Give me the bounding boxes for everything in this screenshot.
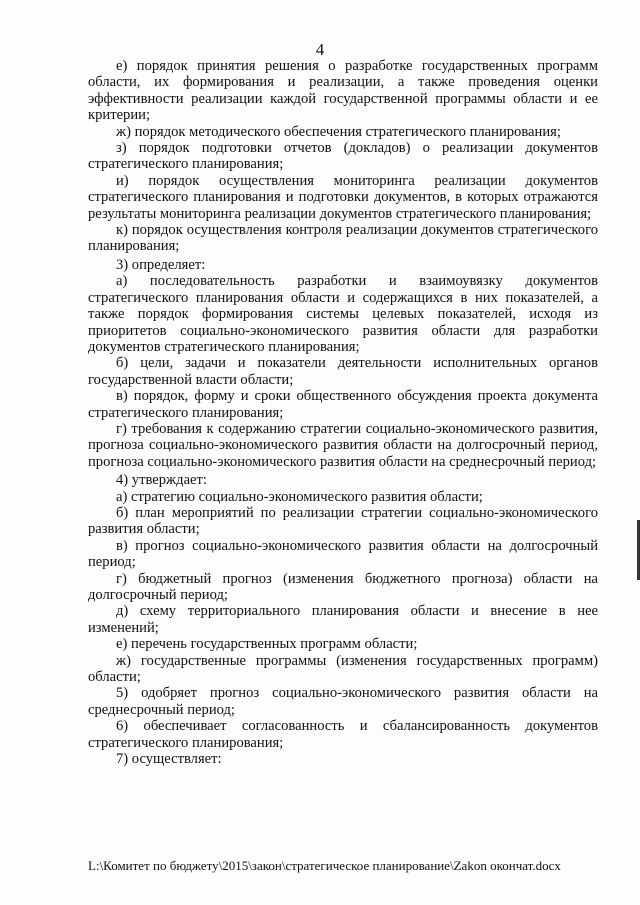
file-path-footer: L:\Комитет по бюджету\2015\закон\стратегическое планирование\Zakon окончат.docx <box>88 858 561 873</box>
paragraph-v-public-discussion: в) порядок, форму и сроки общественного обсуждения проекта документа стратегического планирования; <box>88 388 598 421</box>
paragraph-4-approves: 4) утверждает: <box>116 472 207 489</box>
paragraph-zh-state-programs: ж) государственные программы (изменения государственных программ) области; <box>88 652 598 686</box>
paragraph-b-action-plan: б) план мероприятий по реализации стратегии социально-экономического развития области; <box>88 504 598 538</box>
paragraph-k-control: к) порядок осуществления контроля реализации документов стратегического планирования; <box>88 222 598 255</box>
paragraph-7-implements: 7) осуществляет: <box>116 751 222 768</box>
paragraph-zh-methodical-support: ж) порядок методического обеспечения стратегического планирования; <box>116 123 561 140</box>
paragraph-a-sequence: а) последовательность разработки и взаимоувязку документов стратегического планирования области и содержащихся в них показателей, а также порядок формирования системы целевых показателей, исходя из приоритетов социально-экономического развития области для разработки документов стратегического планирования; <box>88 273 598 355</box>
paragraph-d-territorial-scheme: д) схему территориального планирования области и внесение в нее изменений; <box>88 603 598 636</box>
paragraph-e-program-list: е) перечень государственных программ области; <box>116 636 418 653</box>
document-body <box>88 58 598 767</box>
paragraph-g-budget-forecast: г) бюджетный прогноз (изменения бюджетного прогноза) области на долгосрочный период; <box>88 570 598 603</box>
paragraph-g-requirements: г) требования к содержанию стратегии социально-экономического развития, прогноза социально-экономического развития области на долгосрочный период, прогноза социально-экономического развития области на среднесрочный период; <box>88 420 598 470</box>
paragraph-a-strategy: а) стратегию социально-экономического развития области; <box>116 488 483 505</box>
paragraph-e-program-decision: е) порядок принятия решения о разработке государственных программ области, их формирования и реализации, а также проведения оценки эффективности реализации каждой государственной программы области и ее критерии; <box>88 58 598 124</box>
paragraph-i-monitoring: и) порядок осуществления мониторинга реализации документов стратегического планирования и подготовки документов, в которых отражаются результаты мониторинга реализации документов стратегического планирования; <box>88 172 598 222</box>
page-number: 4 <box>315 40 325 59</box>
paragraph-5-medium-term-forecast: 5) одобряет прогноз социально-экономического развития области на среднесрочный период; <box>88 685 598 718</box>
paragraph-3-determines: 3) определяет: <box>116 256 206 273</box>
paragraph-z-reports: з) порядок подготовки отчетов (докладов) о реализации документов стратегического планирования; <box>88 140 598 173</box>
paragraph-v-long-term-forecast: в) прогноз социально-экономического развития области на долгосрочный период; <box>88 537 598 571</box>
paragraph-b-goals: б) цели, задачи и показатели деятельности исполнительных органов государственной власти области; <box>88 355 598 388</box>
paragraph-6-consistency: 6) обеспечивает согласованность и сбалансированность документов стратегического планирования; <box>88 718 598 751</box>
